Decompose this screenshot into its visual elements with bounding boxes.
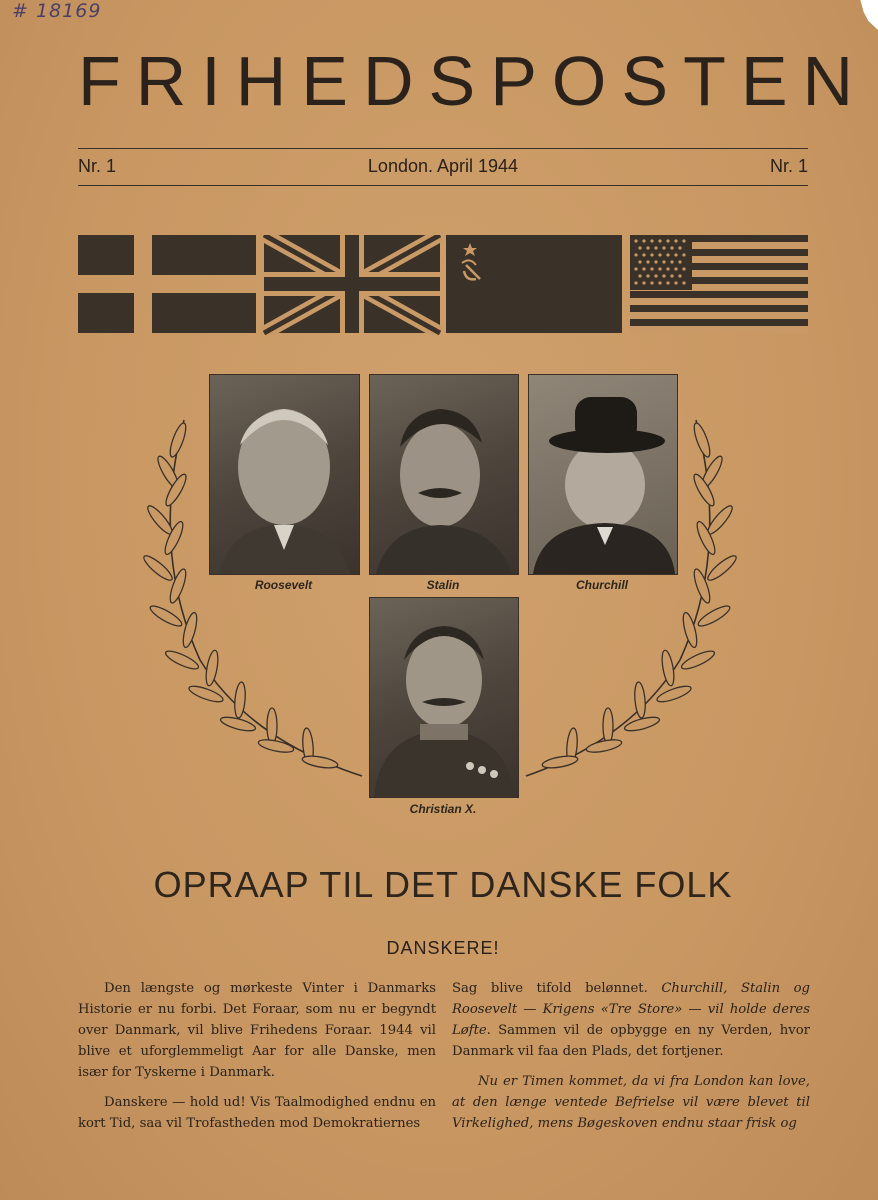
union-jack	[264, 235, 440, 333]
issue-line	[78, 156, 808, 180]
rule-top	[78, 148, 808, 149]
us-flag	[630, 235, 808, 333]
paragraph: Nu er Timen kommet, da vi fra London kan love, at den længe ventede Befrielse vil være blevet til Virkelighed, mens Bøgeskoven endnu staar frisk og	[452, 1074, 810, 1131]
soviet-flag	[446, 235, 622, 333]
issue-number-left: Nr. 1	[78, 156, 117, 176]
portrait-roosevelt	[209, 374, 360, 575]
article-column-left	[78, 978, 436, 1143]
headline: OPRAAP TIL DET DANSKE FOLK	[153, 864, 733, 905]
issue-number-right: Nr. 1	[769, 156, 808, 176]
paragraph-text: Sammen vil de opbygge en ny Verden, hvor Danmark vil faa den Plads, det fortjener.	[452, 1023, 810, 1059]
archive-note: # 18169	[12, 0, 102, 22]
portrait-churchill	[528, 374, 678, 575]
paragraph: Danskere — hold ud! Vis Taalmodighed endnu en kort Tid, saa vil Trofastheden mod Demokratiernes	[78, 1095, 436, 1131]
article-column-right	[452, 978, 810, 1143]
paragraph: Den længste og mørkeste Vinter i Danmarks Historie er nu forbi. Det Foraar, som nu er begyndt over Danmark, vil blive Frihedens Foraar. 1944 vil blive et uforglemmeligt Aar for alle Danske, men især for Tyskerne i Danmark.	[78, 981, 436, 1080]
portrait-christian-x	[369, 597, 519, 798]
caption-roosevelt: Roosevelt	[254, 578, 313, 592]
caption-stalin: Stalin	[426, 578, 460, 592]
danish-flag	[78, 235, 256, 333]
rule-bottom	[78, 185, 808, 186]
paragraph-emphasis: Churchill, Stalin og Roosevelt — Krigens «Tre Store» — vil holde deres Løfte.	[452, 981, 810, 1038]
caption-christian-x: Christian X.	[409, 802, 477, 816]
portrait-stalin	[369, 374, 519, 575]
issue-place-date: London. April 1944	[367, 156, 519, 176]
paragraph-text: Sag blive tifold belønnet.	[452, 981, 662, 996]
caption-churchill: Churchill	[575, 578, 628, 592]
flags-row	[78, 235, 808, 335]
subheadline: DANSKERE!	[386, 938, 500, 958]
paragraph	[452, 978, 810, 1062]
masthead-title: FRIHEDSPOSTEN	[78, 42, 869, 120]
